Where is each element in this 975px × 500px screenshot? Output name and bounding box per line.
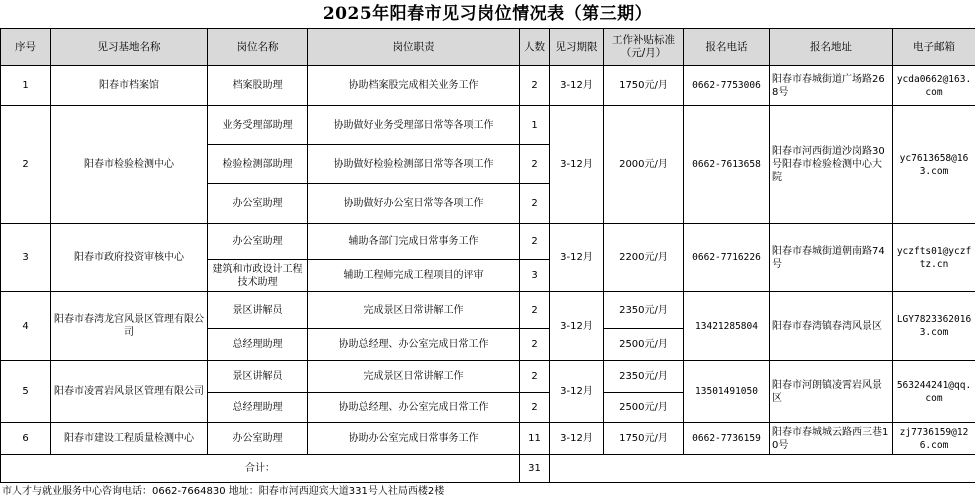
- org-email: ycda0662@163.com: [893, 66, 975, 106]
- position-count: 2: [520, 361, 550, 393]
- header-seq: 序号: [1, 29, 51, 66]
- position-duty: 协助档案股完成相关业务工作: [308, 66, 520, 106]
- org-period: 3-12月: [550, 106, 604, 224]
- org-phone: 13421285804: [684, 292, 770, 361]
- position-name: 办公室助理: [208, 224, 308, 260]
- org-name: 阳春市政府投资审核中心: [51, 224, 208, 292]
- header-base: 见习基地名称: [51, 29, 208, 66]
- org-phone: 0662-7753006: [684, 66, 770, 106]
- position-duty: 辅助各部门完成日常事务工作: [308, 224, 520, 260]
- org-email: zj7736159@126.com: [893, 423, 975, 455]
- position-count: 2: [520, 292, 550, 329]
- org-name: 阳春市检验检测中心: [51, 106, 208, 224]
- position-name: 总经理助理: [208, 393, 308, 423]
- position-name: 档案股助理: [208, 66, 308, 106]
- position-subsidy: 1750元/月: [604, 66, 684, 106]
- position-name: 业务受理部助理: [208, 106, 308, 145]
- position-name: 检验检测部助理: [208, 145, 308, 184]
- position-subsidy: 2500元/月: [604, 393, 684, 423]
- position-subsidy: 2500元/月: [604, 329, 684, 361]
- org-subsidy: 2000元/月: [604, 106, 684, 224]
- org-name: 阳春市凌霄岩风景区管理有限公司: [51, 361, 208, 423]
- footer-note: 市人才与就业服务中心咨询电话：0662-7664830 地址：阳春市河西迎宾大道331号人社局西楼2楼: [2, 486, 445, 497]
- position-count: 2: [520, 224, 550, 260]
- header-address: 报名地址: [770, 29, 893, 66]
- position-duty: 协助办公室完成日常事务工作: [308, 423, 520, 455]
- header-period: 见习期限: [550, 29, 604, 66]
- org-period: 3-12月: [550, 66, 604, 106]
- positions-table: [0, 28, 975, 483]
- org-address: 阳春市春湾镇春湾风景区: [770, 292, 893, 361]
- header-subsidy: 工作补贴标准（元/月）: [604, 29, 684, 66]
- position-duty: 辅助工程师完成工程项目的评审: [308, 260, 520, 292]
- position-duty: 协助做好办公室日常等各项工作: [308, 184, 520, 224]
- position-count: 2: [520, 66, 550, 106]
- org-address: 阳春市春城街道广场路268号: [770, 66, 893, 106]
- position-count: 2: [520, 184, 550, 224]
- org-phone: 13501491050: [684, 361, 770, 423]
- org-address: 阳春市河西街道沙岗路30号阳春市检验检测中心大院: [770, 106, 893, 224]
- position-subsidy: 2350元/月: [604, 361, 684, 393]
- org-email: 563244241@qq.com: [893, 361, 975, 423]
- position-duty: 协助做好检验检测部日常等各项工作: [308, 145, 520, 184]
- table-row: [1, 224, 975, 260]
- org-phone: 0662-7613658: [684, 106, 770, 224]
- org-address: 阳春市河朗镇凌霄岩风景区: [770, 361, 893, 423]
- org-seq: 3: [1, 224, 51, 292]
- table-row: [1, 66, 975, 106]
- table-row: [1, 106, 975, 145]
- total-label: 合计：: [1, 455, 520, 483]
- org-period: 3-12月: [550, 423, 604, 455]
- position-name: 办公室助理: [208, 423, 308, 455]
- table-row: [1, 361, 975, 393]
- header-row: [1, 29, 975, 66]
- org-name: 阳春市春湾龙宫风景区管理有限公司: [51, 292, 208, 361]
- page-title: 2025年阳春市见习岗位情况表（第三期）: [322, 4, 653, 24]
- header-duty: 岗位职责: [308, 29, 520, 66]
- org-period: 3-12月: [550, 361, 604, 423]
- total-blank: [550, 455, 975, 483]
- position-subsidy: 2350元/月: [604, 292, 684, 329]
- org-address: 阳春市春城城云路西三巷10号: [770, 423, 893, 455]
- org-email: yc7613658@163.com: [893, 106, 975, 224]
- org-period: 3-12月: [550, 292, 604, 361]
- org-subsidy: 2200元/月: [604, 224, 684, 292]
- position-duty: 协助总经理、办公室完成日常工作: [308, 329, 520, 361]
- org-period: 3-12月: [550, 224, 604, 292]
- org-email: yczfts01@yczftz.cn: [893, 224, 975, 292]
- org-name: 阳春市档案馆: [51, 66, 208, 106]
- total-count: 31: [520, 455, 550, 483]
- position-count: 11: [520, 423, 550, 455]
- org-email: LGY78233620163.com: [893, 292, 975, 361]
- org-seq: 6: [1, 423, 51, 455]
- header-phone: 报名电话: [684, 29, 770, 66]
- position-name: 建筑和市政设计工程技术助理: [208, 260, 308, 292]
- org-phone: 0662-7736159: [684, 423, 770, 455]
- position-count: 2: [520, 145, 550, 184]
- position-duty: 完成景区日常讲解工作: [308, 361, 520, 393]
- position-subsidy: 1750元/月: [604, 423, 684, 455]
- position-duty: 完成景区日常讲解工作: [308, 292, 520, 329]
- position-count: 1: [520, 106, 550, 145]
- position-name: 景区讲解员: [208, 292, 308, 329]
- org-phone: 0662-7716226: [684, 224, 770, 292]
- position-count: 2: [520, 393, 550, 423]
- org-seq: 2: [1, 106, 51, 224]
- table-row: [1, 292, 975, 329]
- header-position: 岗位名称: [208, 29, 308, 66]
- org-address: 阳春市春城街道朝南路74号: [770, 224, 893, 292]
- header-count: 人数: [520, 29, 550, 66]
- org-seq: 1: [1, 66, 51, 106]
- org-name: 阳春市建设工程质量检测中心: [51, 423, 208, 455]
- total-row: [1, 455, 975, 483]
- header-email: 电子邮箱: [893, 29, 975, 66]
- position-duty: 协助做好业务受理部日常等各项工作: [308, 106, 520, 145]
- position-count: 2: [520, 329, 550, 361]
- position-name: 办公室助理: [208, 184, 308, 224]
- position-name: 景区讲解员: [208, 361, 308, 393]
- org-seq: 5: [1, 361, 51, 423]
- position-count: 3: [520, 260, 550, 292]
- table-row: [1, 423, 975, 455]
- position-duty: 协助总经理、办公室完成日常工作: [308, 393, 520, 423]
- position-name: 总经理助理: [208, 329, 308, 361]
- org-seq: 4: [1, 292, 51, 361]
